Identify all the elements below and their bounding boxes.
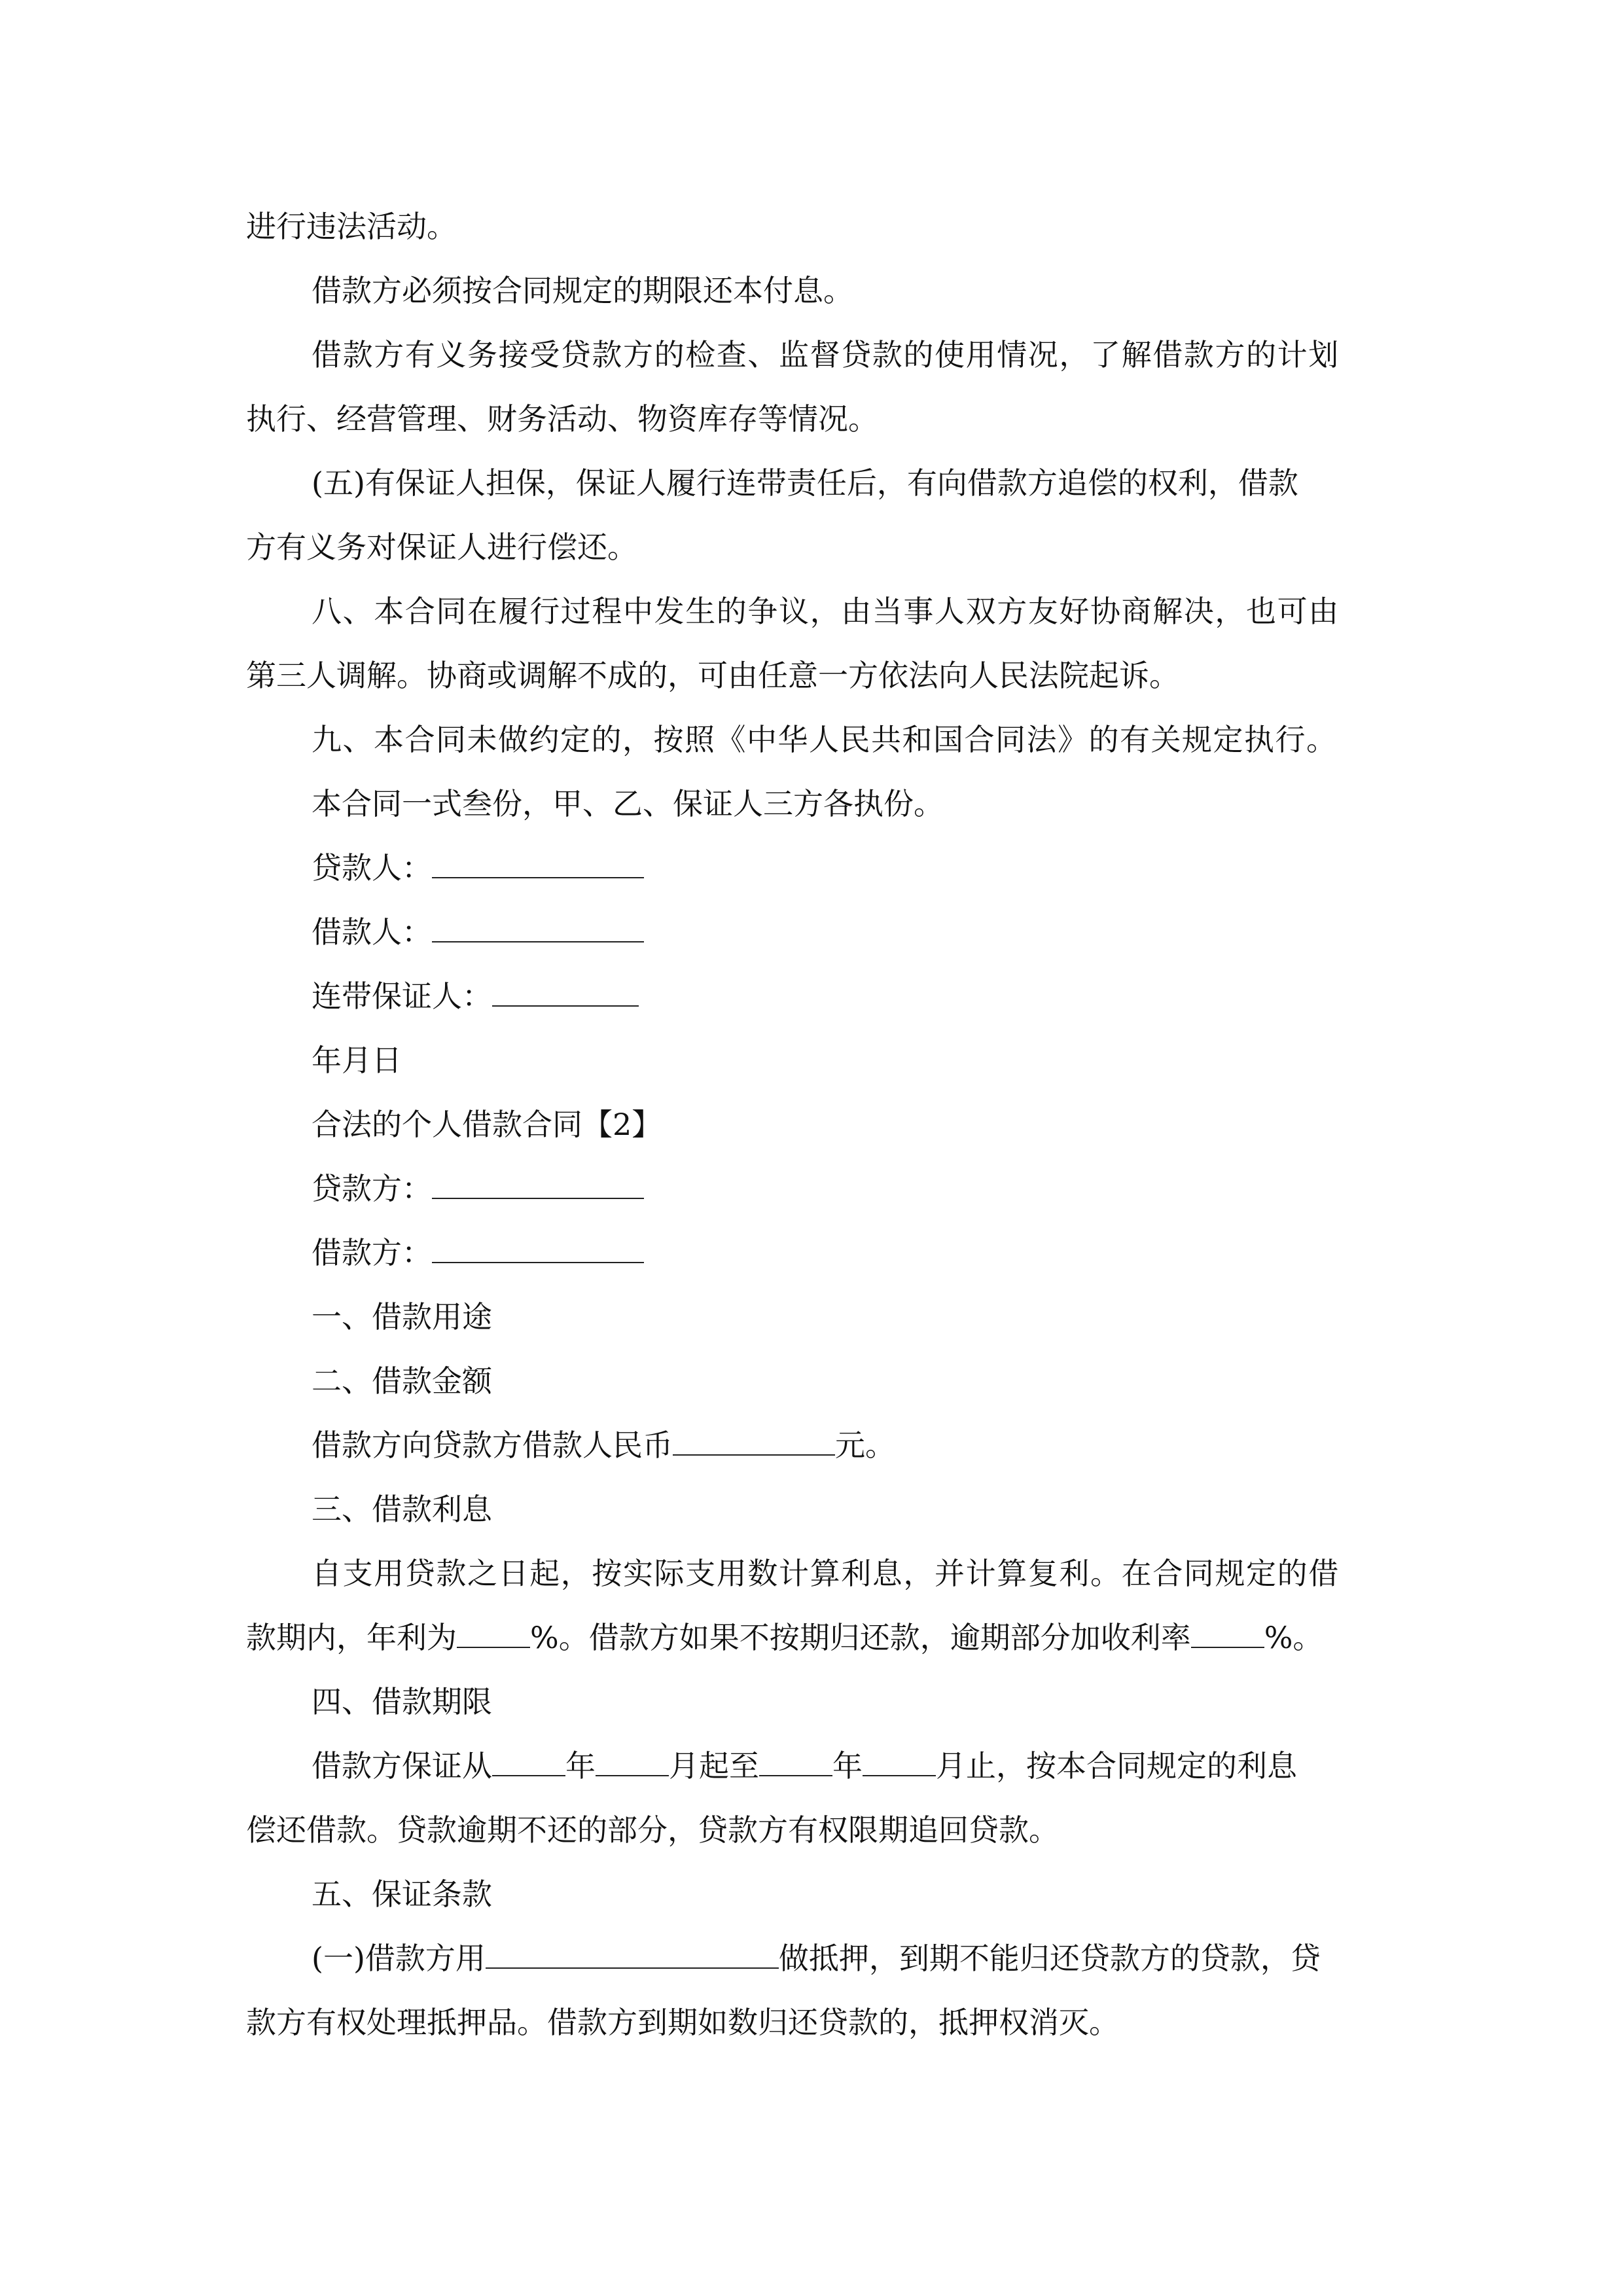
lender-party-label: 贷款方： [312,1171,432,1206]
interest-text-3: %。 [1264,1620,1323,1655]
collateral-text-2: 做抵押，到期不能归还贷款方的贷款，贷 [778,1941,1321,1976]
borrower-party-line [312,1233,644,1272]
loan-amount-text: 借款方向贷款方借款人民币 [312,1427,673,1463]
end-year-blank [759,1746,832,1776]
guarantor-label: 连带保证人： [312,978,492,1014]
loan-amount-blank [673,1426,835,1456]
clause-heading: 三、借款利息 [312,1492,492,1527]
text-line: 进行违法活动。 [246,209,457,244]
clause-heading: 一、借款用途 [312,1299,492,1335]
signature-line-lender [312,848,644,888]
annual-rate-blank [457,1618,530,1648]
loan-amount-line [312,1426,895,1465]
start-year-blank [492,1746,565,1776]
start-month-blank [596,1746,669,1776]
text-line: 本合同一式叁份，甲、乙、保证人三方各执份。 [312,786,944,821]
interest-text-2: %。借款方如果不按期归还款，逾期部分加收利率 [530,1620,1191,1655]
end-month-blank [863,1746,936,1776]
text-line: 第三人调解。协商或调解不成的，可由任意一方依法向人民法院起诉。 [246,658,1179,693]
collateral-line [312,1939,1321,1978]
loan-term-line [312,1746,1297,1785]
loan-amount-unit: 元。 [835,1427,895,1463]
date-line: 年月日 [312,1043,402,1078]
overdue-rate-blank [1191,1618,1264,1648]
lender-party-line [312,1169,644,1208]
text-line: 自支用贷款之日起，按实际支用数计算利息，并计算复利。在合同规定的借 [312,1556,1340,1591]
borrower-party-blank [432,1233,644,1263]
term-text-2: 年 [565,1748,596,1784]
borrower-label: 借款人： [312,914,432,950]
text-line: 借款方有义务接受贷款方的检查、监督贷款的使用情况，了解借款方的计划 [312,337,1340,372]
collateral-text-1: (一)借款方用 [312,1941,486,1976]
term-text-1: 借款方保证从 [312,1748,492,1784]
text-line: 借款方必须按合同规定的期限还本付息。 [312,273,853,308]
term-text-4: 年 [832,1748,863,1784]
text-line: 款方有权处理抵押品。借款方到期如数归还贷款的，抵押权消灭。 [246,2005,1119,2040]
text-line: 八、本合同在履行过程中发生的争议，由当事人双方友好协商解决，也可由 [312,594,1340,629]
text-line: 偿还借款。贷款逾期不还的部分，贷款方有权限期追回贷款。 [246,1812,1059,1848]
lender-signature-blank [432,848,644,878]
interest-rate-line [246,1618,1323,1657]
text-line: 方有义务对保证人进行偿还。 [246,529,637,565]
signature-line-borrower [312,912,644,952]
clause-heading: 二、借款金额 [312,1363,492,1399]
borrower-party-label: 借款方： [312,1235,432,1270]
text-line: 九、本合同未做约定的，按照《中华人民共和国合同法》的有关规定执行。 [312,722,1338,757]
term-text-3: 月起至 [669,1748,759,1784]
clause-heading: 四、借款期限 [312,1684,492,1719]
lender-label: 贷款人： [312,850,432,886]
section-title: 合法的个人借款合同【2】 [312,1107,662,1142]
interest-text-1: 款期内，年利为 [246,1620,457,1655]
signature-line-guarantor [312,977,639,1016]
collateral-blank [486,1939,779,1969]
term-text-5: 月止，按本合同规定的利息 [936,1748,1297,1784]
borrower-signature-blank [432,912,644,942]
text-line: 执行、经营管理、财务活动、物资库存等情况。 [246,401,878,437]
lender-party-blank [432,1169,644,1199]
guarantor-signature-blank [492,977,639,1007]
text-line: (五)有保证人担保，保证人履行连带责任后，有向借款方追偿的权利，借款 [312,465,1298,501]
clause-heading: 五、保证条款 [312,1876,492,1912]
